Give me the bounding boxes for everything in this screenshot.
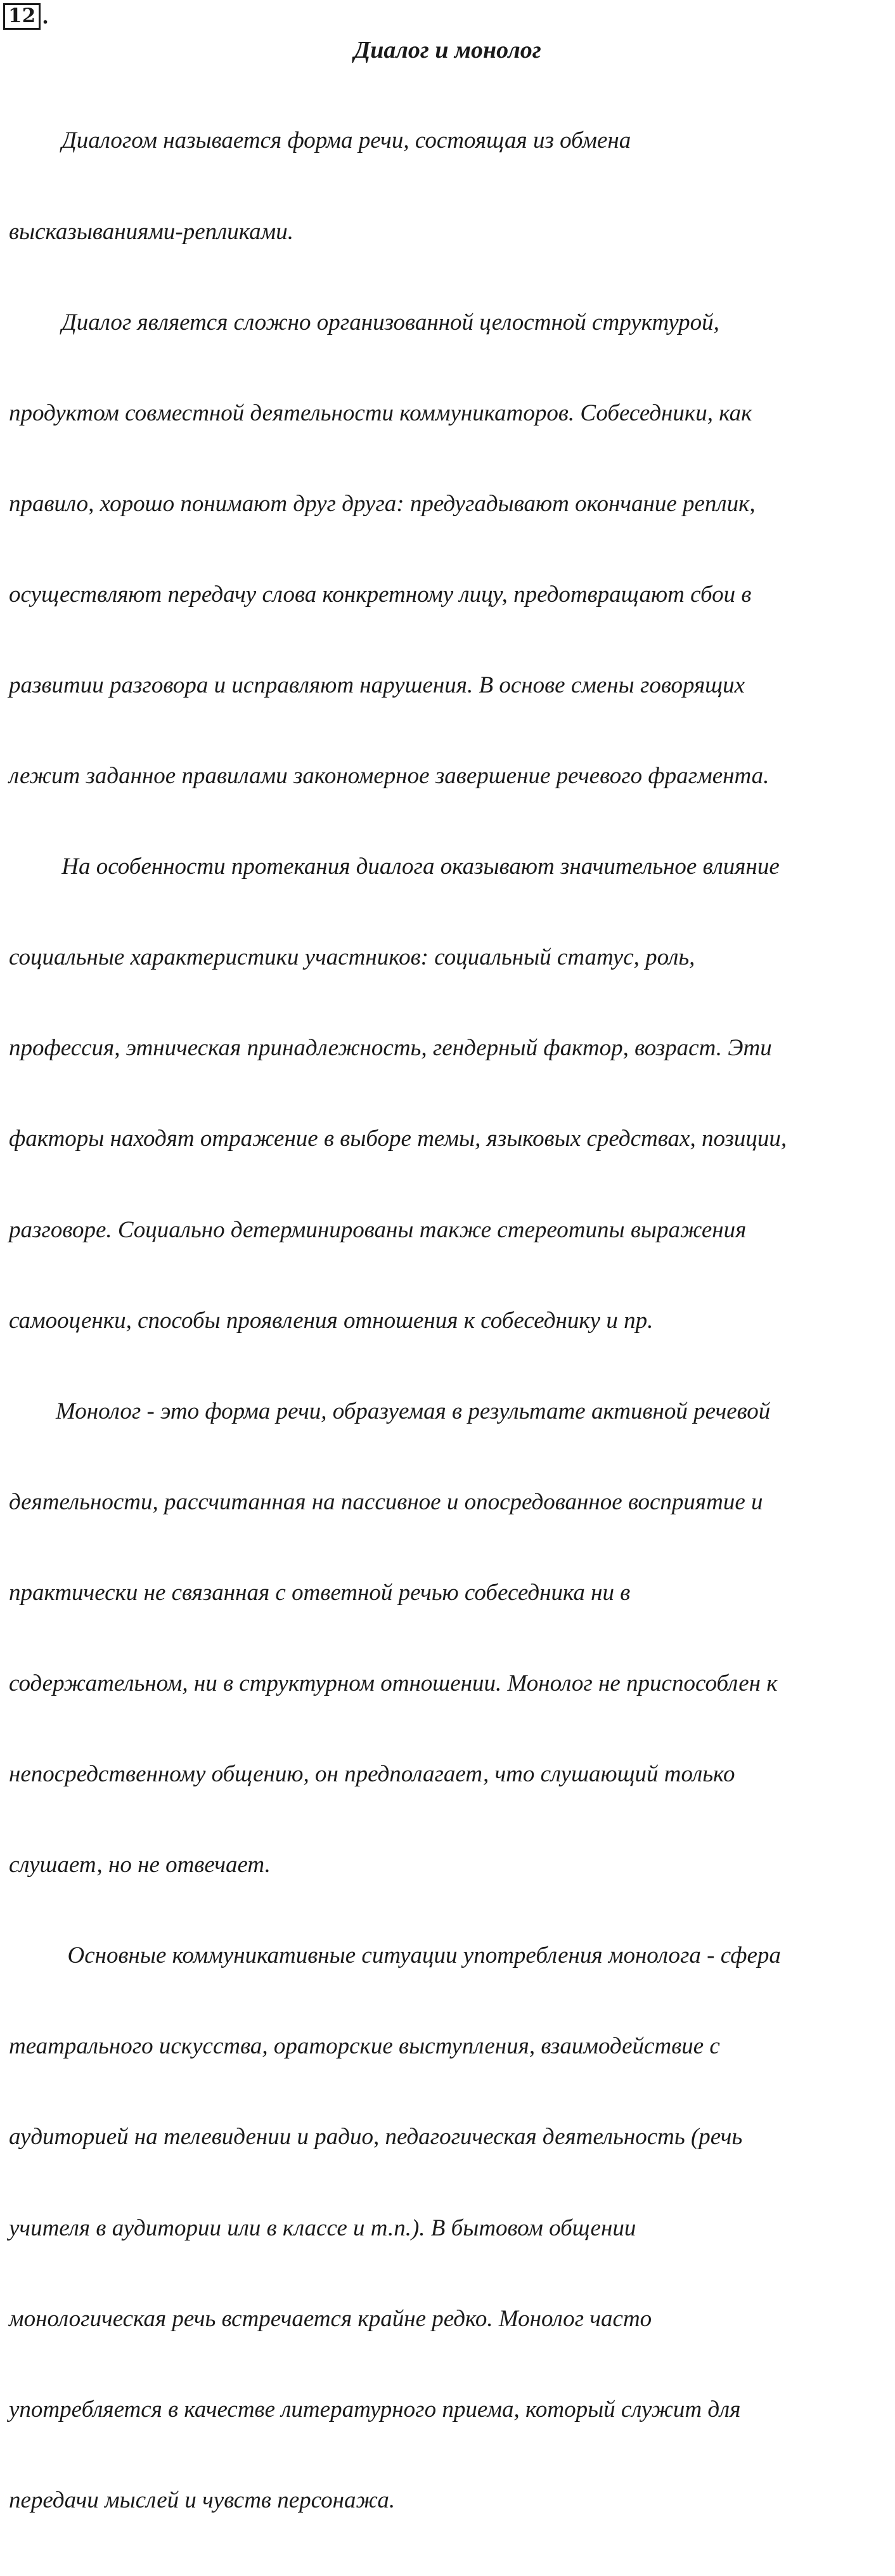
exercise-number-dot: . bbox=[42, 6, 49, 29]
text-line: профессия, этническая принадлежность, гендерный фактор, возраст. Эти bbox=[9, 1035, 772, 1062]
text-line: факторы находят отражение в выборе темы, языковых средствах, позиции, bbox=[9, 1126, 787, 1152]
text-line: осуществляют передачу слова конкретному лицу, предотвращают сбои в bbox=[9, 581, 752, 608]
text-line: Монолог - это форма речи, образуемая в результате активной речевой bbox=[9, 1398, 771, 1424]
text-line: правило, хорошо понимают друг друга: предугадывают окончание реплик, bbox=[9, 490, 756, 517]
text-line: Диалог является сложно организованной целостной структурой, bbox=[9, 309, 719, 335]
document-title: Диалог и монолог bbox=[354, 37, 541, 63]
exercise-number bbox=[3, 4, 49, 30]
text-line: самооценки, способы проявления отношения к собеседнику и пр. bbox=[9, 1307, 654, 1334]
text-line: продуктом совместной деятельности коммуникаторов. Собеседники, как bbox=[9, 400, 752, 426]
text-line: Основные коммуникативные ситуации употребления монолога - сфера bbox=[9, 1942, 781, 1969]
text-line: учителя в аудитории или в классе и т.п.). В бытовом общении bbox=[9, 2215, 636, 2241]
text-line: деятельности, рассчитанная на пассивное и опосредованное восприятие и bbox=[9, 1488, 763, 1515]
text-line: слушает, но не отвечает. bbox=[9, 1852, 271, 1878]
document-body bbox=[9, 65, 887, 2576]
text-line: содержательном, ни в структурном отношении. Монолог не приспособлен к bbox=[9, 1670, 778, 1696]
text-line: практически не связанная с ответной речью собеседника ни в bbox=[9, 1579, 631, 1606]
text-line: На особенности протекания диалога оказывают значительное влияние bbox=[9, 854, 780, 880]
text-line: аудиторией на телевидении и радио, педагогическая деятельность (речь bbox=[9, 2124, 743, 2150]
text-line: Диалогом называется форма речи, состоящая из обмена bbox=[9, 127, 631, 154]
exercise-number-box: 12 bbox=[3, 3, 41, 30]
text-line: разговоре. Социально детерминированы также стереотипы выражения bbox=[9, 1216, 747, 1243]
text-line: театрального искусства, ораторские выступления, взаимодействие с bbox=[9, 2033, 720, 2060]
text-line: лежит заданное правилами закономерное завершение речевого фрагмента. bbox=[9, 763, 769, 790]
text-line: монологическая речь встречается крайне редко. Монолог часто bbox=[9, 2305, 652, 2332]
text-line: употребляется в качестве литературного приема, который служит для bbox=[9, 2396, 741, 2423]
text-line: непосредственному общению, он предполагает, что слушающий только bbox=[9, 1761, 735, 1788]
text-line: высказываниями-репликами. bbox=[9, 218, 294, 245]
text-line: передачи мыслей и чувств персонажа. bbox=[9, 2487, 396, 2513]
text-line: развитии разговора и исправляют нарушения. В основе смены говорящих bbox=[9, 672, 745, 698]
text-line: социальные характеристики участников: социальный статус, роль, bbox=[9, 944, 695, 971]
